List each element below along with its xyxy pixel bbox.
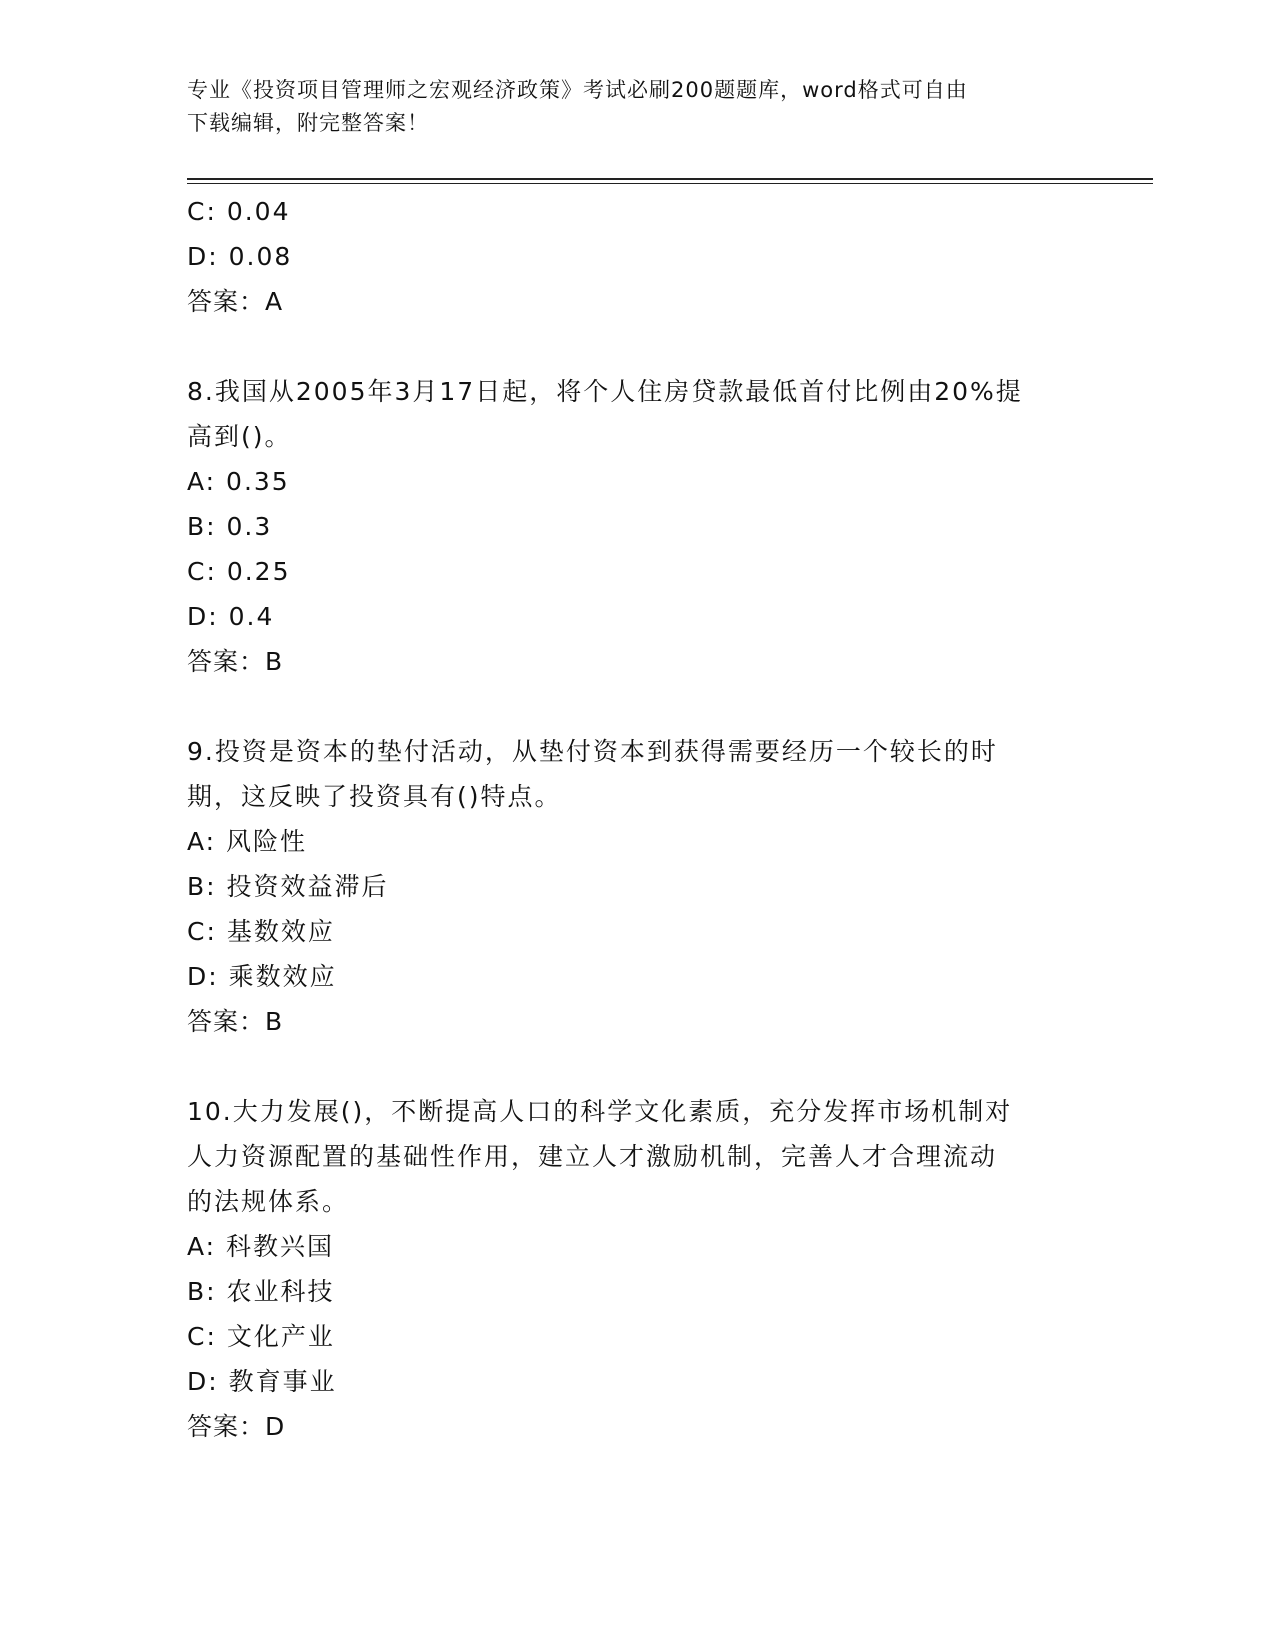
prev-option-c: C: 0.04 (187, 197, 291, 226)
q9-option-c: C: 基数效应 (187, 917, 335, 946)
header-rule-thick (187, 178, 1153, 180)
q10-answer: 答案：D (187, 1412, 286, 1441)
q8-option-b: B: 0.3 (187, 512, 273, 541)
q10-option-a: A: 科教兴国 (187, 1232, 335, 1261)
q9-stem-line-2: 期，这反映了投资具有()特点。 (187, 782, 562, 811)
q8-option-a: A: 0.35 (187, 467, 290, 496)
q8-stem-line-2: 高到()。 (187, 422, 292, 451)
header-line-1: 专业《投资项目管理师之宏观经济政策》考试必刷200题题库，word格式可自由 (187, 78, 968, 102)
q9-answer: 答案：B (187, 1007, 284, 1036)
prev-option-d: D: 0.08 (187, 242, 293, 271)
q10-stem-line-3: 的法规体系。 (187, 1187, 350, 1216)
q8-stem-line-1: 8.我国从2005年3月17日起，将个人住房贷款最低首付比例由20%提 (187, 377, 1023, 406)
q9-option-d: D: 乘数效应 (187, 962, 337, 991)
q8-option-c: C: 0.25 (187, 557, 291, 586)
prev-answer: 答案：A (187, 287, 284, 316)
q10-option-b: B: 农业科技 (187, 1277, 335, 1306)
q8-option-d: D: 0.4 (187, 602, 275, 631)
q10-option-d: D: 教育事业 (187, 1367, 337, 1396)
document-header (187, 74, 1087, 140)
q10-stem-line-2: 人力资源配置的基础性作用，建立人才激励机制，完善人才合理流动 (187, 1142, 998, 1171)
header-rule-thin (187, 183, 1153, 184)
q9-stem-line-1: 9.投资是资本的垫付活动，从垫付资本到获得需要经历一个较长的时 (187, 737, 998, 766)
header-line-2: 下载编辑，附完整答案！ (187, 111, 429, 135)
q9-option-a: A: 风险性 (187, 827, 308, 856)
q9-option-b: B: 投资效益滞后 (187, 872, 389, 901)
q8-answer: 答案：B (187, 647, 284, 676)
q10-stem-line-1: 10.大力发展()，不断提高人口的科学文化素质，充分发挥市场机制对 (187, 1097, 1013, 1126)
q10-option-c: C: 文化产业 (187, 1322, 335, 1351)
